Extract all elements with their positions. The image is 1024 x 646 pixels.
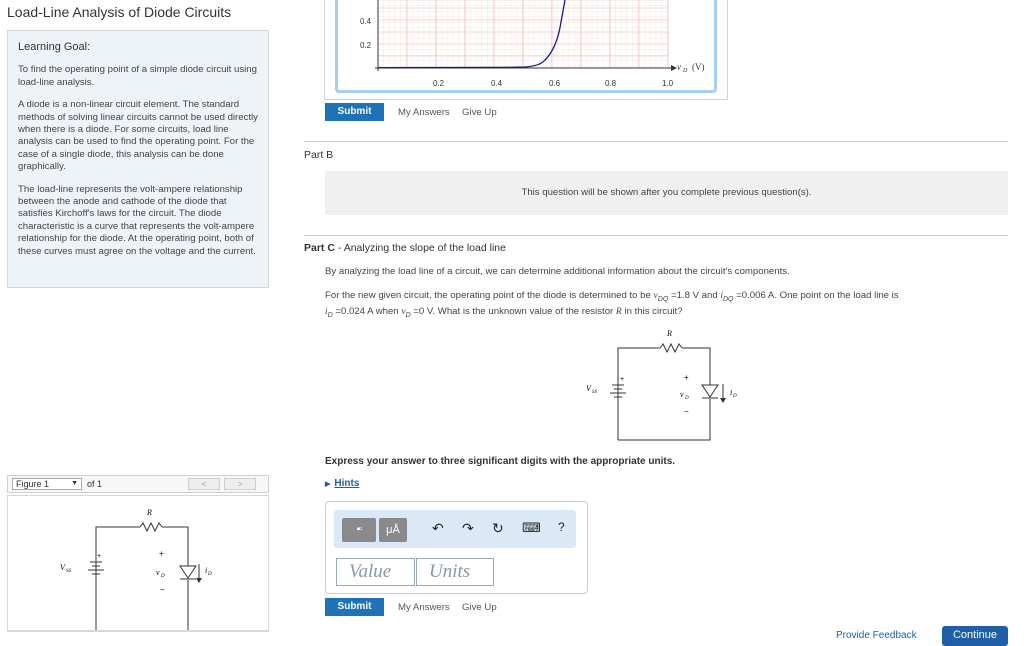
- provide-feedback-link[interactable]: Provide Feedback: [836, 630, 917, 641]
- part-c-label: Part C: [304, 242, 335, 254]
- templates-icon: ▪▫: [356, 524, 362, 535]
- y-tick-label: 0.4: [360, 17, 372, 26]
- math-var: v: [653, 290, 658, 301]
- math-unit: V: [426, 306, 433, 318]
- hints-label: Hints: [334, 478, 360, 489]
- x-tick-label: 0.6: [549, 79, 561, 88]
- prev-figure-button[interactable]: [188, 478, 220, 490]
- vss-label: V: [60, 563, 65, 572]
- math-value: =1.8: [668, 290, 693, 301]
- circuit-diagram: [580, 328, 780, 448]
- part-c-submit-button[interactable]: Submit: [325, 598, 384, 616]
- id-subscript: D: [733, 394, 737, 399]
- x-axis-subscript: D: [683, 68, 688, 74]
- vd-subscript: D: [161, 574, 165, 579]
- help-icon[interactable]: ?: [558, 520, 565, 534]
- figure-panel: [7, 495, 269, 631]
- math-var: v: [401, 306, 406, 318]
- templates-button[interactable]: [342, 518, 376, 542]
- part-c-question: [325, 290, 995, 323]
- id-subscript: D: [208, 572, 212, 577]
- part-a-give-up-link[interactable]: Give Up: [462, 107, 497, 118]
- chevron-right-icon: >: [237, 479, 243, 489]
- continue-button[interactable]: Continue: [942, 626, 1008, 646]
- id-label: i: [730, 388, 733, 397]
- graph-frame: [324, 0, 728, 100]
- question-text: For the new given circuit, the operating point of the diode is determined to be: [325, 290, 654, 301]
- x-tick-label: 1.0: [662, 79, 674, 88]
- figure-select[interactable]: [12, 478, 82, 490]
- part-c-give-up-link[interactable]: Give Up: [462, 602, 497, 613]
- vd-subscript: D: [685, 396, 689, 401]
- learning-goal-heading: Learning Goal:: [18, 41, 91, 53]
- learning-goal-text: To find the operating point of a simple diode circuit using load-line analysis.: [18, 64, 257, 88]
- diode-characteristic-graph: [325, 0, 729, 100]
- resistor-label: R: [667, 329, 672, 338]
- divider: [304, 141, 1008, 142]
- divider: [304, 235, 1008, 236]
- math-unit: A: [767, 290, 775, 301]
- chevron-right-icon: ▶: [325, 481, 331, 488]
- chevron-left-icon: <: [201, 479, 207, 489]
- value-input[interactable]: Value: [336, 558, 415, 586]
- math-value: =0: [410, 306, 427, 318]
- learning-goal-box: [7, 30, 269, 288]
- part-a-submit-button[interactable]: Submit: [325, 103, 384, 121]
- next-figure-button[interactable]: [224, 478, 256, 490]
- diode-plus-sign: +: [684, 373, 689, 382]
- part-a-my-answers-link[interactable]: My Answers: [398, 107, 450, 118]
- part-c-title: [304, 242, 506, 254]
- figure-select-value: Figure 1: [16, 479, 50, 489]
- part-c-subtitle: - Analyzing the slope of the load line: [334, 242, 506, 254]
- units-button[interactable]: [379, 518, 407, 542]
- diode-minus-sign: −: [160, 585, 165, 594]
- math-var: R: [615, 306, 622, 318]
- vss-subscript: SS: [592, 390, 597, 395]
- x-tick-label: 0.8: [605, 79, 617, 88]
- x-tick-label: 0.4: [491, 79, 503, 88]
- math-var: i: [720, 290, 723, 301]
- id-label: i: [205, 566, 208, 575]
- figure-toolbar: [7, 475, 269, 493]
- source-plus-sign: +: [97, 553, 102, 560]
- resistor-label: R: [147, 508, 152, 517]
- question-text: . What is the unknown value of the resistor: [432, 306, 616, 318]
- x-axis-unit: (V): [692, 62, 705, 72]
- question-text: when: [373, 306, 402, 318]
- math-sub: D: [327, 312, 333, 320]
- learning-goal-text: A diode is a non-linear circuit element. The standard methods of solving linear circuits cannot be used directly when there is a diode. For some circuits, load line analysis can be used to find the operating point. For the case of a single diode, this analysis can be done graphically.: [18, 99, 258, 173]
- hints-link[interactable]: [325, 478, 359, 489]
- math-sub: DQ: [723, 295, 734, 303]
- math-value: =0.024: [332, 306, 368, 318]
- part-b-locked-message: This question will be shown after you complete previous question(s).: [325, 171, 1008, 215]
- reset-icon[interactable]: ↻: [492, 520, 504, 536]
- learning-goal-text: The load-line represents the volt-ampere relationship between the anode and cathode of the diode that satisfies Kirchoff's laws for the circuit. The diode characteristic is a curve that represents the volt-ampere relationship for the diode. At the operating point, both of these curves must agree on the voltage and the current.: [18, 183, 256, 257]
- math-sub: DQ: [657, 295, 669, 303]
- vss-label: V: [586, 384, 591, 393]
- y-tick-label: 0.2: [360, 41, 372, 50]
- vss-subscript: SS: [66, 569, 71, 574]
- units-input[interactable]: Units: [416, 558, 494, 586]
- vd-label: v: [680, 390, 684, 399]
- part-c-intro: By analyzing the load line of a circuit, we can determine additional information about the circuit's components.: [325, 266, 790, 277]
- answer-panel: [325, 501, 588, 594]
- question-text: . One point on the load line is: [774, 290, 899, 301]
- page-title: Load-Line Analysis of Diode Circuits: [7, 4, 232, 20]
- circuit-diagram-figure: [8, 496, 268, 630]
- x-axis-label: v: [677, 62, 681, 72]
- chevron-down-icon: ▼: [71, 480, 78, 487]
- redo-icon[interactable]: ↷: [462, 520, 474, 536]
- math-value: =0.006: [733, 290, 768, 301]
- figure-count: of 1: [87, 479, 103, 489]
- source-plus-sign: +: [620, 376, 625, 383]
- question-text: and: [698, 290, 721, 301]
- math-var: i: [325, 306, 328, 318]
- answer-instructions: Express your answer to three significant digits with the appropriate units.: [325, 456, 676, 467]
- vd-label: v: [156, 568, 160, 577]
- diode-minus-sign: −: [684, 407, 689, 416]
- x-tick-label: 0.2: [433, 79, 445, 88]
- part-c-my-answers-link[interactable]: My Answers: [398, 602, 450, 613]
- question-text: in this circuit?: [621, 306, 683, 318]
- math-unit: A: [367, 306, 374, 318]
- diode-plus-sign: +: [159, 549, 164, 558]
- left-column: [0, 0, 280, 639]
- math-unit: V: [692, 290, 699, 301]
- units-icon: μÅ: [386, 524, 400, 536]
- part-b-label: Part B: [304, 149, 334, 161]
- undo-icon[interactable]: ↶: [432, 520, 444, 536]
- answer-toolbar: [334, 510, 576, 548]
- keyboard-icon[interactable]: ⌨: [522, 520, 541, 535]
- math-sub: D: [405, 312, 411, 320]
